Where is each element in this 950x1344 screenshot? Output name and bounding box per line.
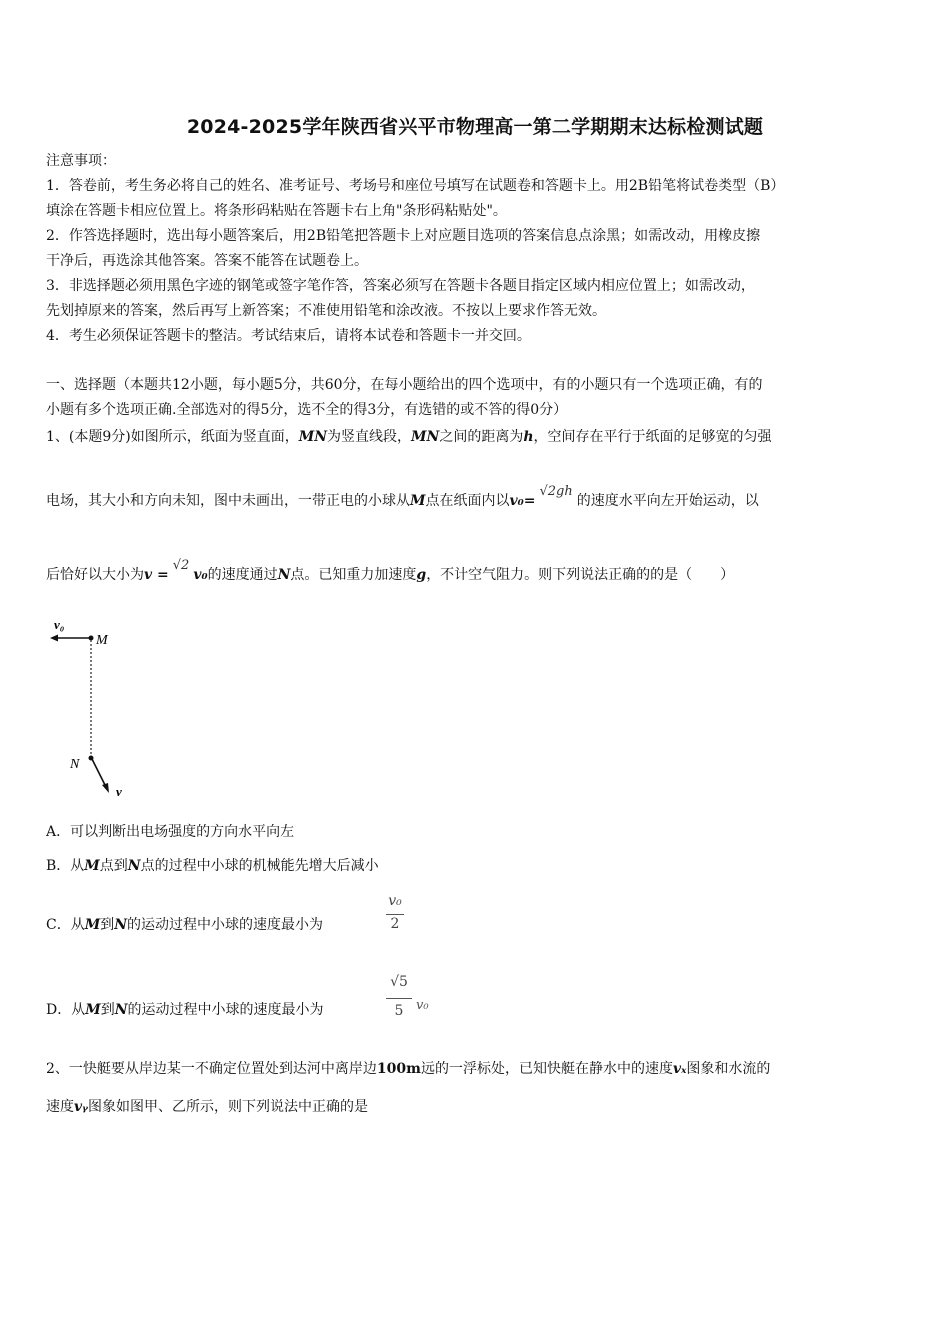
notice-line: 2．作答选择题时，选出每小题答案后，用2B铅笔把答题卡上对应题目选项的答案信息点涂黑；如需改动，用橡皮擦 [46,228,761,244]
section-heading-line: 小题有多个选项正确.全部选对的得5分，选不全的得3分，有选错的或不答的得0分） [46,402,568,418]
q1-text: ，不计空气阻力。则下列说法正确的的是（ ） [426,567,735,583]
var-N: N [127,858,141,874]
q2-line-1 [46,1060,770,1078]
option-A-text: A．可以判断出电场强度的方向水平向左 [46,824,295,840]
q2-text: 图象如图甲、乙所示，则下列说法中正确的是 [87,1099,368,1115]
notice-line: 4．考生必须保证答题卡的整洁。考试结束后，请将本试卷和答题卡一并交回。 [46,328,531,344]
option-D[interactable] [46,1001,324,1019]
formula-sqrt-2: √2 [172,558,190,573]
var-N: N [114,1002,128,1018]
q1-text: 电场，其大小和方向未知，图中未画出，一带正电的小球从 [46,493,410,509]
var-h: h [523,429,534,445]
q1-figure [46,612,146,804]
notice-line: 1．答卷前，考生务必将自己的姓名、准考证号、考场号和座位号填写在试题卷和答题卡上。用2B铅笔将试卷类型（B） [46,178,785,194]
option-C-text: 到 [100,917,115,933]
var-vx: vₓ [672,1061,687,1077]
notice-line: 3．非选择题必须用黑色字迹的钢笔或签字笔作答，答案必须写在答题卡各题目指定区域内相应位置上；如需改动， [46,278,755,294]
q1-text: 之间的距离为 [439,429,524,445]
notice-line: 填涂在答题卡相应位置上。将条形码粘贴在答题卡右上角"条形码粘贴处"。 [46,203,507,219]
option-D-text: D．从 [46,1002,86,1018]
var-v0: v₀= [509,493,536,509]
v-arrowhead [102,783,109,793]
q2-text: 远的一浮标处，已知快艇在静水中的速度 [420,1061,673,1077]
option-B-text: 点的过程中小球的机械能先增大后减小 [140,858,379,874]
var-M: M [84,917,101,933]
label-v: v [116,784,122,799]
var-N: N [277,567,291,583]
var-v0: v₀ [193,567,208,583]
section-heading-line: 一、选择题（本题共12小题，每小题5分，共60分，在每小题给出的四个选项中，有的小题只有一个选项正确，有的 [46,377,763,393]
q1-text: 的速度通过 [207,567,278,583]
var-MN: MN [411,429,440,445]
option-C[interactable] [46,916,323,934]
q1-text: 点在纸面内以 [425,493,510,509]
option-C-text: C．从 [46,917,85,933]
fraction-numerator: √5 [390,974,408,990]
fraction-bar [386,914,404,915]
formula-sqrt-2gh: √2gh [539,484,573,499]
var-M: M [85,1002,101,1018]
fraction-sqrt5-over-5 [384,974,414,1026]
option-D-text: 的运动过程中小球的速度最小为 [127,1002,324,1018]
q1-line-3 [46,558,735,585]
option-D-text: 到 [100,1002,115,1018]
fraction-bar [386,998,412,999]
option-B[interactable] [46,857,379,875]
fraction-v0-over-2 [384,893,406,937]
option-A[interactable] [46,823,294,841]
q1-text: 后恰好以大小为 [46,567,144,583]
q2-distance: 100m [376,1061,421,1077]
q1-line-2 [46,484,759,511]
q1-text: ，空间存在平行于纸面的足够宽的匀强 [533,429,772,445]
fraction-numerator: v₀ [388,893,402,909]
var-M: M [410,493,426,509]
q2-text: 2、一快艇要从岸边某一不确定位置处到达河中离岸边 [46,1061,377,1077]
var-vy: vᵧ [74,1099,88,1115]
v-arrow-shaft [92,759,106,787]
q1-line-1 [46,428,772,446]
q2-text: 图象和水流的 [686,1061,771,1077]
var-M: M [84,858,100,874]
notice-line: 先划掉原来的答案，然后再写上新答案；不准使用铅笔和涂改液。不按以上要求作答无效。 [46,303,606,319]
var-v0-tail: v₀ [416,998,429,1013]
q1-text: 的速度水平向左开始运动，以 [576,493,759,509]
q1-text: 点。已知重力加速度 [290,567,417,583]
fraction-denominator: 2 [390,916,400,932]
notice-heading: 注意事项： [46,153,116,169]
label-M: M [96,633,108,648]
v0-arrowhead [50,635,58,642]
q2-line-2 [46,1098,368,1116]
option-B-text: 点到 [99,858,128,874]
q2-text: 速度 [46,1099,74,1115]
option-C-text: 的运动过程中小球的速度最小为 [127,917,324,933]
var-v: v = [144,567,169,583]
fraction-denominator: 5 [394,1003,404,1019]
var-MN: MN [298,429,328,445]
q1-text: 1、(本题9分)如图所示，纸面为竖直面， [46,429,299,445]
var-N: N [114,917,128,933]
notice-line: 干净后，再选涂其他答案。答案不能答在试题卷上。 [46,253,368,269]
q1-text: 为竖直线段， [327,429,412,445]
label-v0: v₀ [54,617,65,632]
page-title: 2024-2025学年陕西省兴平市物理高一第二学期期末达标检测试题 [186,116,764,138]
option-B-text: B．从 [46,858,85,874]
point-M [89,636,94,641]
label-N: N [70,757,80,772]
var-g: g [416,567,427,583]
